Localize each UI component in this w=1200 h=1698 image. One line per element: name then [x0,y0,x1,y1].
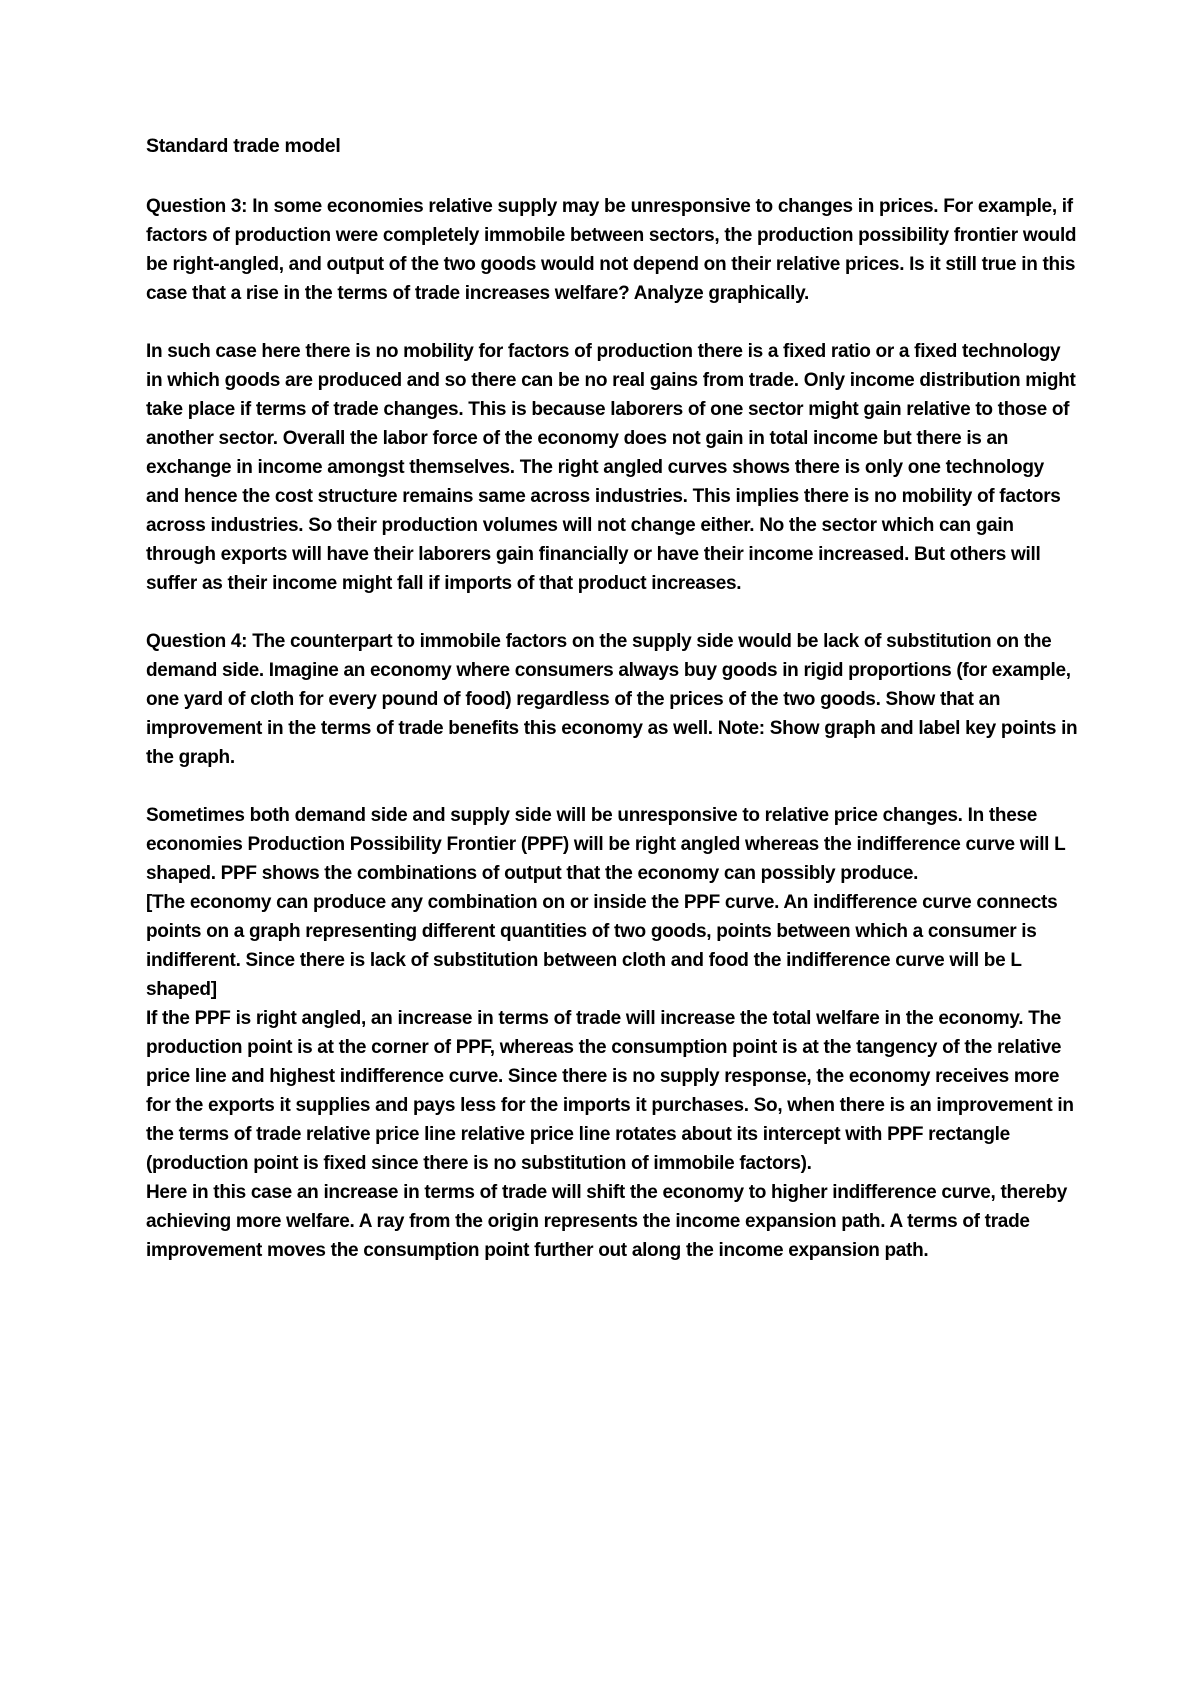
document-content [146,132,1078,1294]
paragraph-question-3: Question 3: In some economies relative supply may be unresponsive to changes in prices. For example, if factors of production were completely immobile between sectors, the production possibility frontier would be right-angled, and output of the two goods would not depend on their relative prices. Is it still true in this case that a rise in the terms of trade increases welfare? Analyze graphically. [146,196,1077,304]
answer-4-block-4: Here in this case an increase in terms of trade will shift the economy to higher indifference curve, thereby achieving more welfare. A ray from the origin represents the income expansion path. A terms of trade improvement moves the consumption point further out along the income expansion path. [146,1182,1068,1261]
paragraph-answer-3: In such case here there is no mobility for factors of production there is a fixed ratio or a fixed technology in which goods are produced and so there can be no real gains from trade. Only income distribution might take place if terms of trade changes. This is because laborers of one sector might gain relative to those of another sector. Overall the labor force of the economy does not gain in total income but there is an exchange in income amongst themselves. The right angled curves shows there is only one technology and hence the cost structure remains same across industries. This implies there is no mobility of factors across industries. So their production volumes will not change either. No the sector which can gain through exports will have their laborers gain financially or have their income increased. But others will suffer as their income might fall if imports of that product increases. [146,341,1076,594]
paragraph-answer-4 [146,801,1078,1265]
answer-4-block-2: [The economy can produce any combination on or inside the PPF curve. An indifference curve connects points on a graph representing different quantities of two goods, points between which a consumer is indifferent. Since there is lack of substitution between cloth and food the indifference curve will be L shaped] [146,892,1058,1000]
answer-4-block-3: If the PPF is right angled, an increase in terms of trade will increase the total welfare in the economy. The production point is at the corner of PPF, whereas the consumption point is at the tangency of the relative price line and highest indifference curve. Since there is no supply response, the economy receives more for the exports it supplies and pays less for the imports it purchases. So, when there is an improvement in the terms of trade relative price line relative price line rotates about its intercept with PPF rectangle (production point is fixed since there is no substitution of immobile factors). [146,1008,1074,1174]
paragraph-question-4: Question 4: The counterpart to immobile factors on the supply side would be lack of substitution on the demand side. Imagine an economy where consumers always buy goods in rigid proportions (for example, one yard of cloth for every pound of food) regardless of the prices of the two goods. Show that an improvement in the terms of trade benefits this economy as well. Note: Show graph and label key points in the graph. [146,631,1078,768]
answer-4-block-1: Sometimes both demand side and supply side will be unresponsive to relative price changes. In these economies Production Possibility Frontier (PPF) will be right angled whereas the indifference curve will L shaped. PPF shows the combinations of output that the economy can possibly produce. [146,805,1066,884]
document-title: Standard trade model [146,135,341,157]
